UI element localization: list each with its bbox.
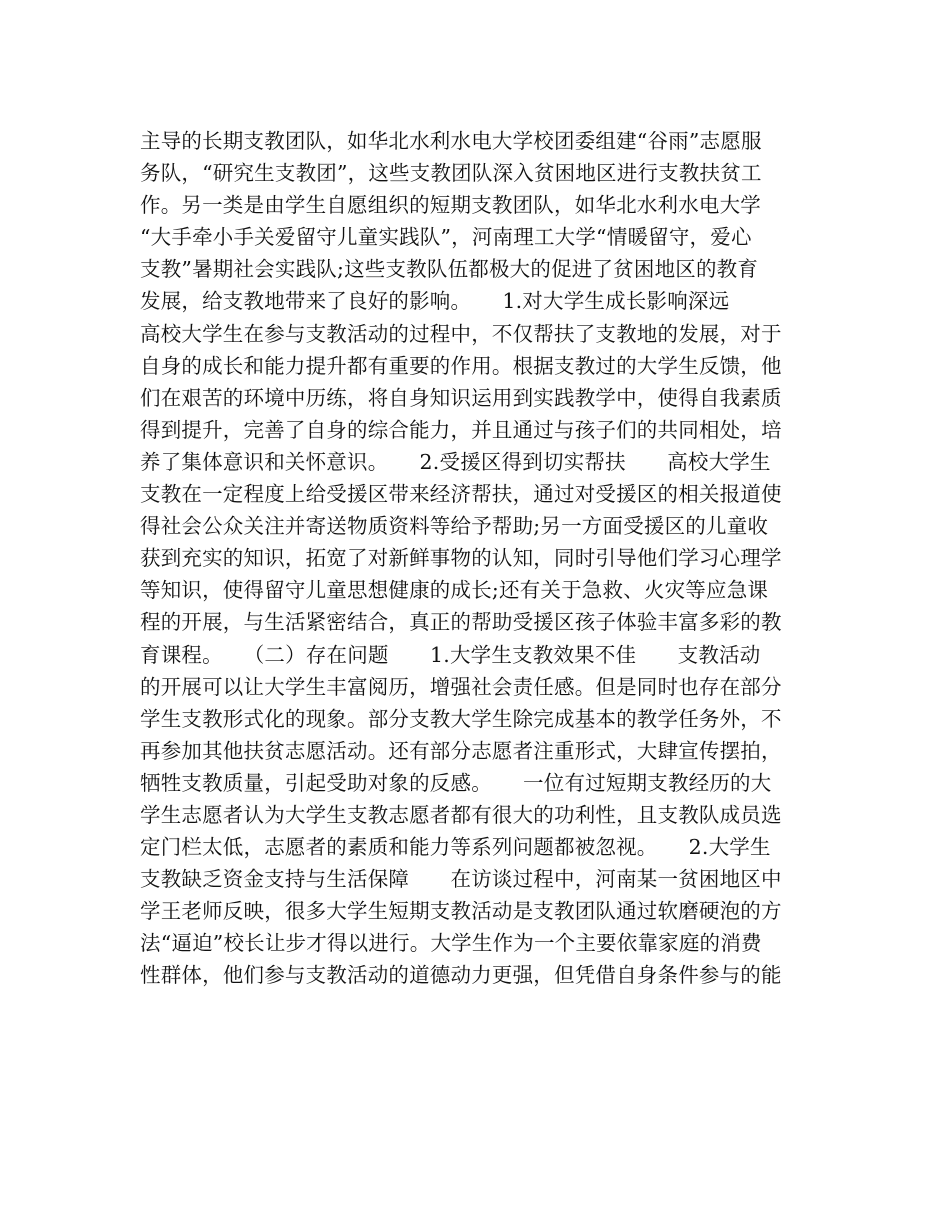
- text-line-4: “大手牵小手关爱留守儿童实践队”，河南理工大学“情暖留守，爱心: [140, 225, 752, 250]
- text-line-14: 获到充实的知识，拓宽了对新鲜事物的认知，同时引导他们学习心理学: [140, 546, 782, 571]
- text-line-17: 育课程。 （二）存在问题 1.大学生支教效果不佳 支教活动: [140, 642, 761, 667]
- text-line-8: 自身的成长和能力提升都有重要的作用。根据支教过的大学生反馈，他: [140, 353, 782, 378]
- text-line-18: 的开展可以让大学生丰富阅历，增强社会责任感。但是同时也存在部分: [140, 674, 782, 699]
- text-line-23: 定门栏太低，志愿者的素质和能力等系列问题都被忽视。 2.大学生: [140, 835, 771, 860]
- text-line-27: 性群体，他们参与支教活动的道德动力更强，但凭借自身条件参与的能: [140, 963, 782, 988]
- text-line-15: 等知识，使得留守儿童思想健康的成长;还有关于急救、火灾等应急课: [140, 578, 769, 603]
- body-text: [140, 125, 820, 992]
- text-line-10: 得到提升，完善了自身的综合能力，并且通过与孩子们的共同相处，培: [140, 417, 782, 442]
- text-line-12: 支教在一定程度上给受援区带来经济帮扶，通过对受援区的相关报道使: [140, 482, 782, 507]
- text-line-6: 发展，给支教地带来了良好的影响。 1.对大学生成长影响深远: [140, 289, 730, 314]
- text-line-9: 们在艰苦的环境中历练，将自身知识运用到实践教学中，使得自我素质: [140, 385, 782, 410]
- text-line-3: 作。另一类是由学生自愿组织的短期支教团队，如华北水利水电大学: [140, 193, 761, 218]
- text-line-7: 高校大学生在参与支教活动的过程中，不仅帮扶了支教地的发展，对于: [140, 321, 782, 346]
- text-line-2: 务队，“研究生支教团”，这些支教团队深入贫困地区进行支教扶贫工: [140, 161, 762, 186]
- text-line-5: 支教”暑期社会实践队;这些支教队伍都极大的促进了贫困地区的教育: [140, 257, 759, 282]
- text-line-24: 支教缺乏资金支持与生活保障 在访谈过程中，河南某一贫困地区中: [140, 867, 782, 892]
- text-line-25: 学王老师反映，很多大学生短期支教活动是支教团队通过软磨硬泡的方: [140, 899, 782, 924]
- text-line-21: 牺牲支教质量，引起受助对象的反感。 一位有过短期支教经历的大: [140, 770, 772, 795]
- text-line-1: 主导的长期支教团队，如华北水利水电大学校团委组建“谷雨”志愿服: [140, 129, 762, 153]
- text-line-26: 法“逼迫”校长让步才得以进行。大学生作为一个主要依靠家庭的消费: [140, 931, 762, 956]
- text-line-11: 养了集体意识和关怀意识。 2.受援区得到切实帮扶 高校大学生: [140, 449, 771, 474]
- text-line-19: 学生支教形式化的现象。部分支教大学生除完成基本的教学任务外，不: [140, 706, 782, 731]
- text-line-20: 再参加其他扶贫志愿活动。还有部分志愿者注重形式，大肆宣传摆拍，: [140, 738, 782, 763]
- text-line-22: 学生志愿者认为大学生支教志愿者都有很大的功利性，且支教队成员选: [140, 802, 782, 827]
- text-line-13: 得社会公众关注并寄送物质资料等给予帮助;另一方面受援区的儿童收: [140, 514, 769, 539]
- text-line-16: 程的开展，与生活紧密结合，真正的帮助受援区孩子体验丰富多彩的教: [140, 610, 782, 635]
